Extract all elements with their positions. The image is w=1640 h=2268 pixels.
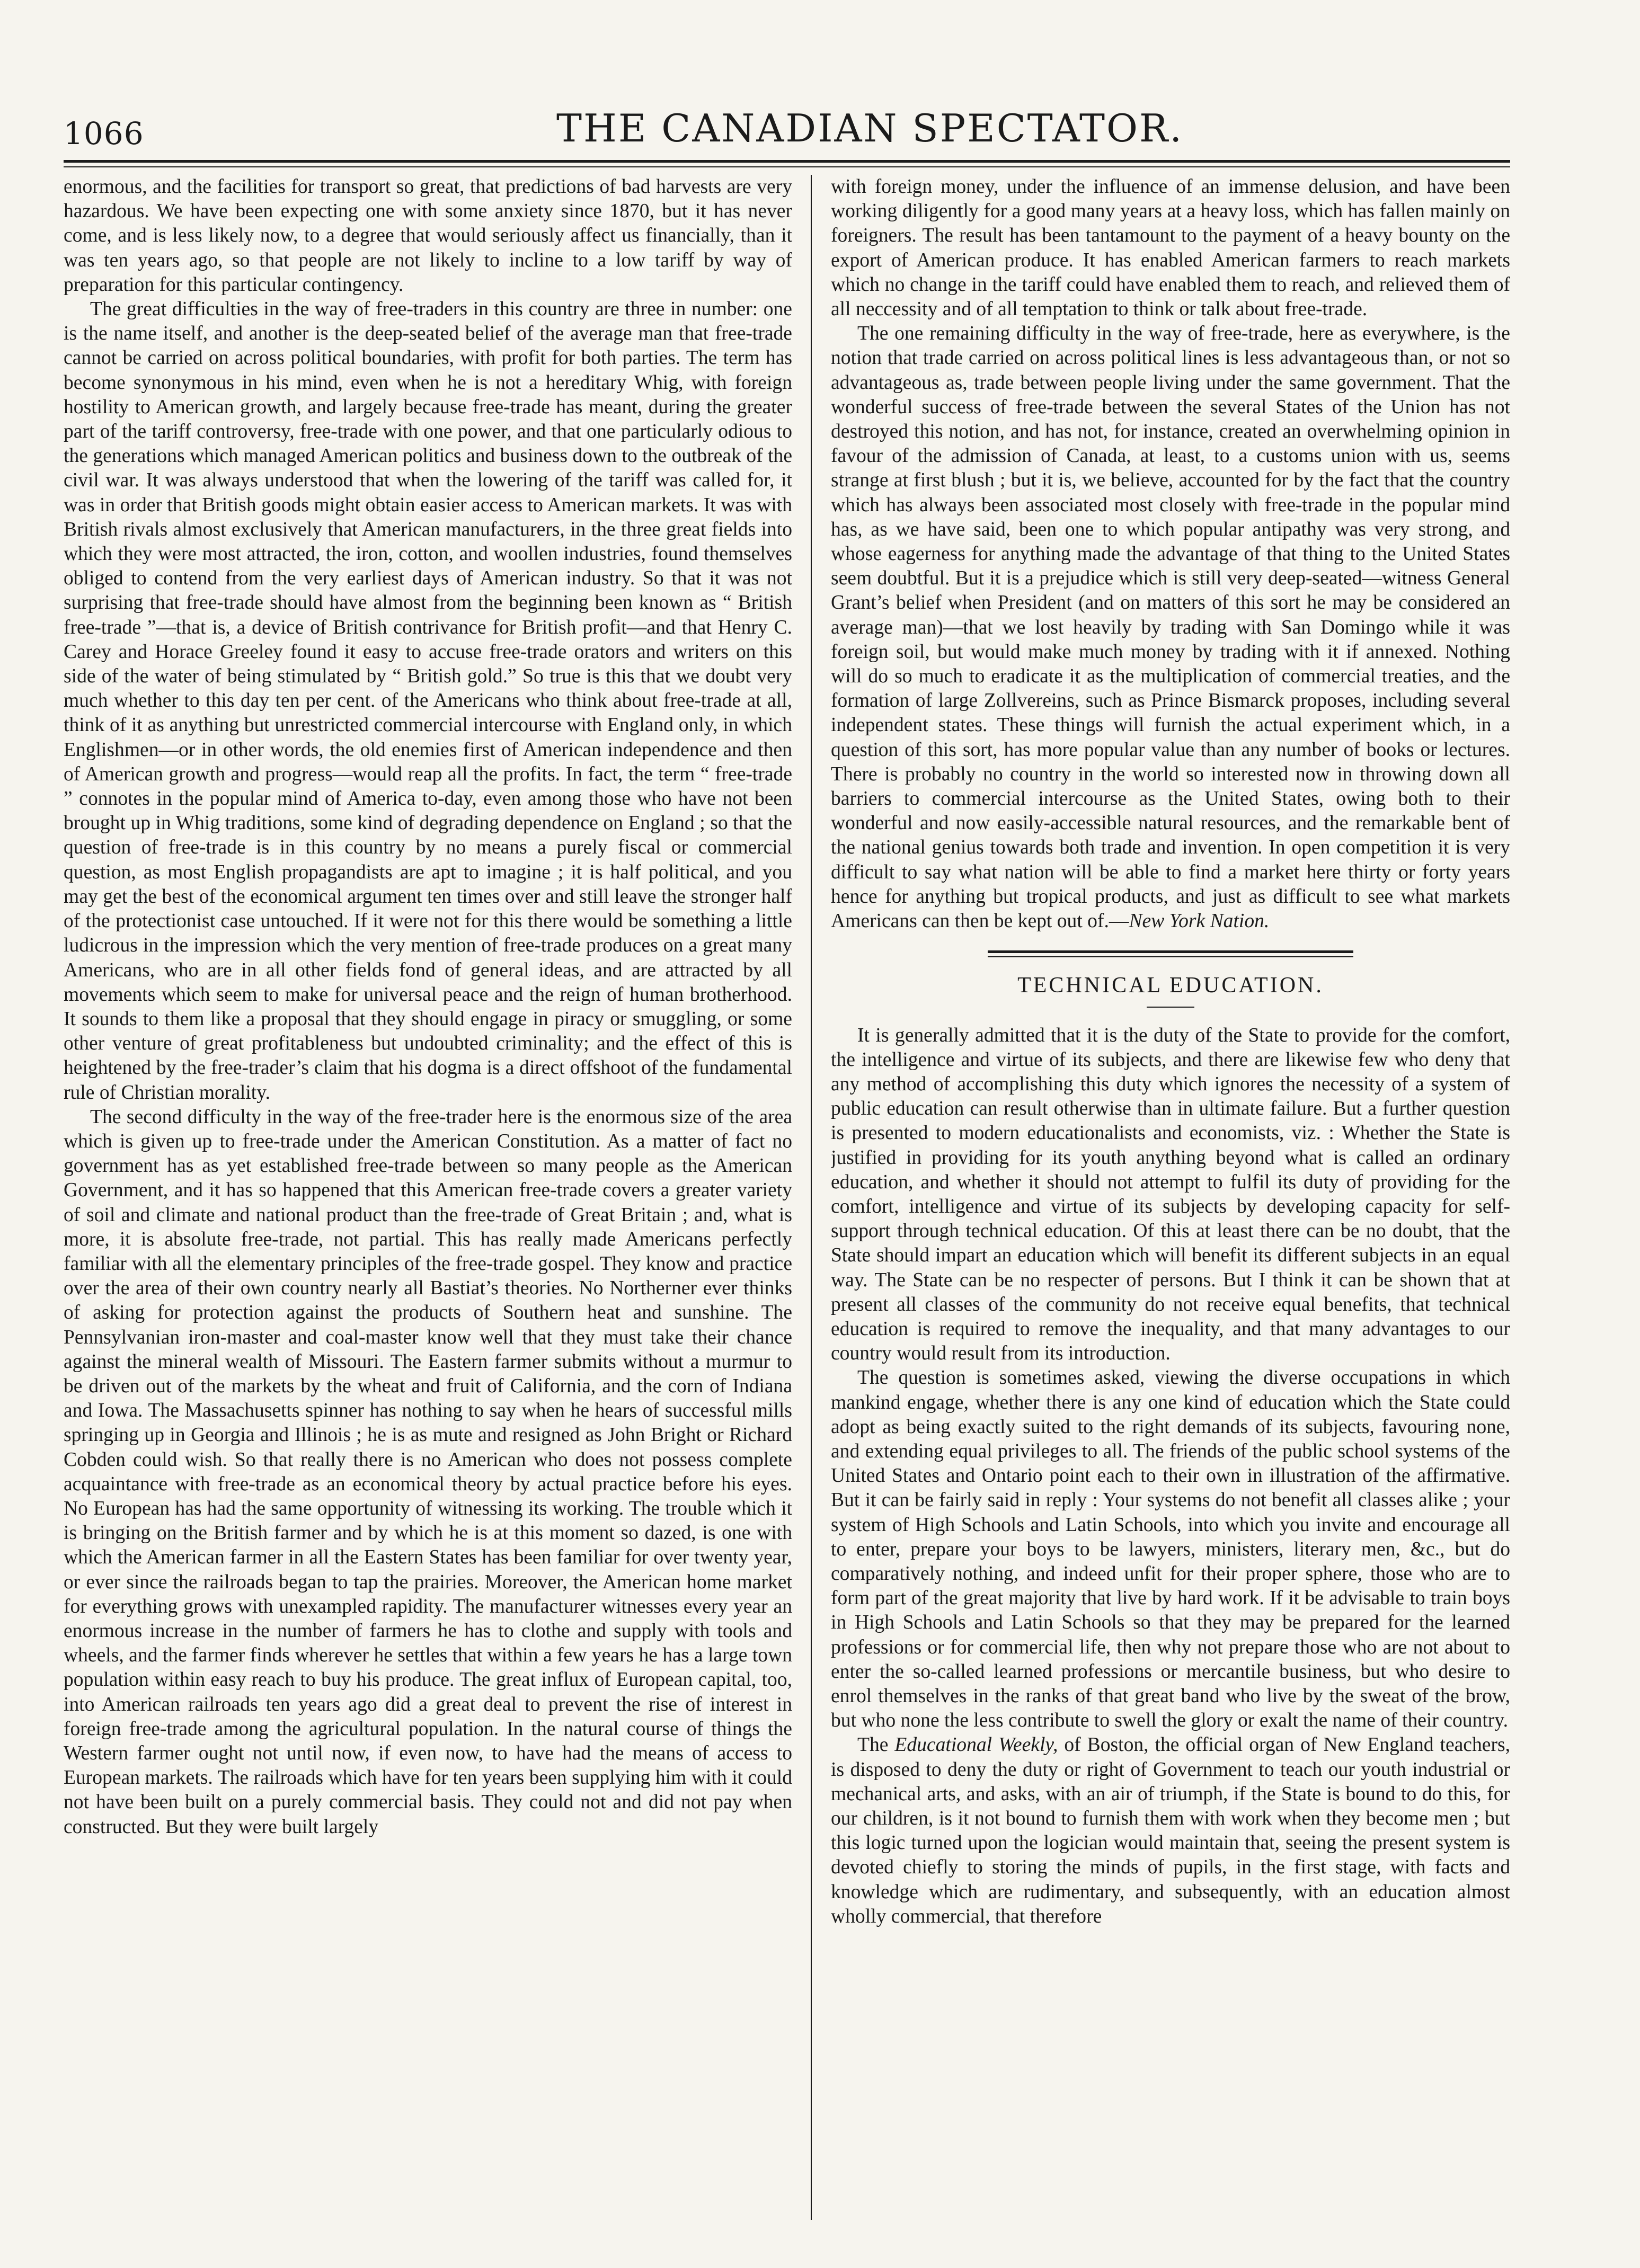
header-rule-thin xyxy=(64,166,1510,167)
article-paragraph: It is generally admitted that it is the duty of the State to provide for the comfort, the intelligence and virtue of its subjects, and there are likewise few who deny that any method of accomplishing this duty which ignores the necessity of a system of public education can result otherwise than in ultimate failure. But a further question is presented to modern educationalists and economists, viz. : Whether the State is justified in providing for its youth anything beyond what is called an ordinary education, and whether it should not attempt to fulfil its duty of providing for the comfort, intelligence and virtue of its subjects by developing capacity for self-support through technical education. Of this at least there can be no doubt, that the State should impart an education which will benefit its different subjects in an equal way. The State can be no respecter of persons. But I think it can be shown that at present all classes of the community do not receive equal benefits, that technical education is required to remove the inequality, and that many advantages to our country would result from its introduction. xyxy=(831,1024,1510,1365)
journal-name: Educational Weekly, xyxy=(894,1734,1058,1756)
right-column xyxy=(831,175,1510,2241)
page-number: 1066 xyxy=(64,115,144,152)
article-citation: New York Nation. xyxy=(1129,910,1270,932)
section-heading: TECHNICAL EDUCATION. xyxy=(1017,973,1324,998)
header-rule-thick xyxy=(64,160,1510,163)
article-paragraph xyxy=(831,322,1510,933)
article-paragraph xyxy=(831,1733,1510,1929)
article-paragraph: with foreign money, under the influence of an immense delusion, and have been working diligently for a good many years at a heavy loss, which has fallen mainly on foreigners. The result has been tantamount to the payment of a heavy bounty on the export of American produce. It has enabled American farmers to reach markets which no change in the tariff could have enabled them to reach, and relieved them of all neccessity and of all temptation to think or talk about free-trade. xyxy=(831,176,1510,321)
heading-underline xyxy=(1147,1007,1194,1008)
article-text: of Boston, the official organ of New England teachers, is disposed to deny the duty or right of Government to teach our youth industrial or mechanical arts, and asks, with an air of triumph, if the State is bound to do this, for our children, is it not bound to furnish them with work when they become men ; but this logic turned upon the logician would maintain that, seeing the present system is devoted chiefly to storing the minds of pupils, in the first stage, with facts and knowledge which are rudimentary, and subsequently, with an education almost wholly commercial, that therefore xyxy=(831,1734,1510,1927)
article-paragraph: The second difficulty in the way of the free-trader here is the enormous size of the area which is given up to free-trade under the American Constitution. As a matter of fact no government has as yet established free-trade between so many people as the American Government, and it has so happened that this American free-trade covers a greater variety of soil and climate and national product than the free-trade of Great Britain ; and, what is more, it is absolute free-trade, not partial. This has really made Americans perfectly familiar with all the elementary principles of the free-trade gospel. They know and practice over the area of their own country nearly all Bastiat’s theories. No Northerner ever thinks of asking for protection against the products of Southern heat and sunshine. The Pennsylvanian iron-master and coal-master know well that they must take their chance against the mineral wealth of Missouri. The Eastern farmer submits without a murmur to be driven out of the markets by the wheat and fruit of California, and the corn of Indiana and Iowa. The Massachusetts spinner has nothing to say when he hears of successful mills springing up in Georgia and Illinois ; he is as mute and resigned as John Bright or Richard Cobden could wish. So that really there is no American who does not possess complete acquaintance with free-trade as an economical theory by actual practice before his eyes. No European has had the same opportunity of witnessing its working. The trouble which it is bringing on the British farmer and by which he is at this moment so dazed, is one with which the American farmer in all the Eastern States has been familiar for over twenty year, or ever since the railroads began to tap the prairies. Moreover, the American home market for everything grows with unexampled rapidity. The manufacturer witnesses every year an enormous increase in the number of farmers he has to clothe and supply with tools and wheels, and the farmer finds wherever he settles that within a few years he has a large town population within easy reach to buy his produce. The great influx of European capital, too, into American railroads ten years ago did a great deal to prevent the rise of interest in foreign free-trade among the agricultural population. In the natural course of things the Western farmer ought not until now, if even now, to have had the means of access to European markets. The railroads which have for ten years been supplying him with it could not have been built on a purely commercial basis. They could not and did not pay when constructed. But they were built largely xyxy=(64,1106,792,1838)
article-paragraph: The question is sometimes asked, viewing the diverse occupations in which mankind engage, whether there is any one kind of education which the State could adopt as being exactly suited to the right demands of its subjects, favouring none, and extending equal privileges to all. The friends of the public school systems of the United States and Ontario point each to their own in illustration of the affirmative. But it can be fairly said in reply : Your systems do not benefit all classes alike ; your system of High Schools and Latin Schools, into which you invite and encourage all to enter, prepare your boys to be lawyers, ministers, literary men, &c., but do comparatively nothing, and indeed unfit for their proper sphere, those who are to form part of the great majority that live by hard work. If it be advisable to train boys in High Schools and Latin Schools so that they may be prepared for the learned professions or for commercial life, then why not prepare those who are not about to enter the so-called learned professions or mercantile business, but who desire to enrol themselves in the ranks of that great band who live by the sweat of the brow, but who none the less contribute to swell the glory or exalt the name of their country. xyxy=(831,1367,1510,1732)
article-text: The xyxy=(857,1734,895,1756)
section-break-rule xyxy=(988,950,1353,957)
masthead-title: THE CANADIAN SPECTATOR. xyxy=(556,106,1184,150)
article-paragraph: The great difficulties in the way of free-traders in this country are three in number: one is the name itself, and another is the deep-seated belief of the average man that free-trade cannot be carried on across political boundaries, with profit for both parties. The term has become synonymous in his mind, even when he is not a hereditary Whig, with foreign hostility to American growth, and largely because free-trade has meant, during the greater part of the tariff controversy, free-trade with one power, and that one particularly odious to the generations which managed American politics and business down to the outbreak of the civil war. It was always understood that when the lowering of the tariff was called for, it was in order that British goods might obtain easier access to American markets. It was with British rivals almost exclusively that American manufacturers, in the three great fields into which they were most attracted, the iron, cotton, and woollen industries, found themselves obliged to contend from the very earliest days of American industry. So that it was not surprising that free-trade should have almost from the beginning been known as “ British free-trade ”—that is, a device of British contrivance for British profit—and that Henry C. Carey and Horace Greeley found it easy to accuse free-trade orators and writers on this side of the water of being stimulated by “ British gold.” So true is this that we doubt very much whether to this day ten per cent. of the Americans who think about free-trade at all, think of it as anything but unrestricted commercial intercourse with England only, in which Englishmen—or in other words, the old enemies first of American independence and then of American growth and progress—would reap all the profits. In fact, the term “ free-trade ” connotes in the popular mind of America to-day, even among those who have not been brought up in Whig traditions, some kind of degrading dependence on England ; so that the question of free-trade is in this country by no means a purely fiscal or commercial question, as most English propagandists are apt to imagine ; it is half political, and you may get the best of the economical argument ten times over and still leave the stronger half of the protectionist case untouched. If it were not for this there would be something a little ludicrous in the impression which the very mention of free-trade produces on a great many Americans, who are in all other fields fond of general ideas, and are attracted by all movements which seem to make for universal peace and the reign of human brotherhood. It sounds to them like a proposal that they should engage in piracy or smuggling, or some other venture of great profitableness but undoubted criminality; and the effect of this is heightened by the free-trader’s claim that his dogma is a direct offshoot of the fundamental rule of Christian morality. xyxy=(64,298,792,1104)
column-divider xyxy=(811,175,812,2220)
left-column xyxy=(64,175,792,2241)
article-text: The one remaining difficulty in the way of free-trade, here as everywhere, is the notion that trade carried on across political lines is less advantageous than, or not so advantageous as, trade between people living under the same government. That the wonderful success of free-trade between the several States of the Union has not destroyed this notion, and has not, for instance, created an overwhelming opinion in favour of the admission of Canada, at least, to a customs union with us, seems strange at first blush ; but it is, we believe, accounted for by the fact that the country which has always been associated most closely with free-trade in the popular mind has, as we have said, been one to which popular antipathy was very strong, and whose eagerness for anything made the advantage of that thing to the United States seem doubtful. But it is a prejudice which is still very deep-seated—witness General Grant’s belief when President (and on matters of this sort he may be considered an average man)—that we lost heavily by trading with San Domingo while it was foreign soil, but would make much money by trading with it if annexed. Nothing will do so much to eradicate it as the multiplication of commercial treaties, and the formation of large Zollvereins, such as Prince Bismarck proposes, including several independent states. These things will furnish the actual experiment which, in a question of this sort, has more popular value than any number of books or lectures. There is probably no country in the world so interested now in throwing down all barriers to commercial intercourse as the United States, owing both to their wonderful and now easily-accessible natural resources, and the remarkable bent of the national genius towards both trade and invention. In open competition it is very difficult to say what nation will be able to find a market here thirty or forty years hence for anything but tropical products, and just as difficult to see what markets Americans can then be kept out of.— xyxy=(831,323,1510,932)
article-paragraph: enormous, and the facilities for transport so great, that predictions of bad harvests are very hazardous. We have been expecting one with some anxiety since 1870, but it has never come, and is less likely now, to a degree that would seriously affect us financially, than it was ten years ago, so that people are not likely to incline to a low tariff by way of preparation for this particular contingency. xyxy=(64,176,792,296)
